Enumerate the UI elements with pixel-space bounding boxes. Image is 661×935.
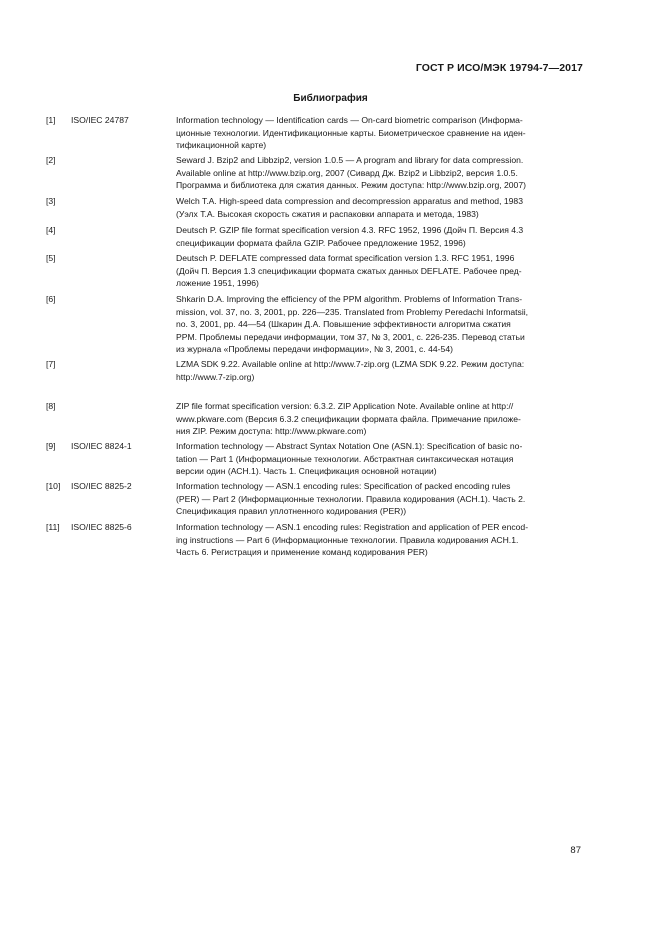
entry-text: Seward J. Bzip2 and Libbzip2, version 1.0.5 — A program and library for data compression. Available online at http://www.bzip.org, 2007 (Сивард Дж. Bzip2 и Libbzip2, версия 1.0.5. Программа и библиотека для сжатия данных. Режим доступа: http://www.bzip.org, 2007) bbox=[176, 155, 526, 190]
entry-number: [6] bbox=[46, 294, 56, 304]
entry-text: LZMA SDK 9.22. Available online at http://www.7-zip.org (LZMA SDK 9.22. Режим доступа: http://www.7-zip.org) bbox=[176, 359, 525, 382]
entry-text: Information technology — Abstract Syntax Notation One (ASN.1): Specification of basic no- tation — Part 1 (Информационные технологии. Абстрактная синтаксическая нотация версии один (АСН.1). Часть 1. Спецификация основной нотации) bbox=[176, 441, 523, 476]
entry-code: ISO/IEC 8824-1 bbox=[71, 441, 132, 451]
entry-number: [1] bbox=[46, 115, 56, 125]
entry-text: Deutsch P. DEFLATE compressed data format specification version 1.3. RFC 1951, 1996 (Дойч П. Версия 1.3 спецификации формата сжатых данных DEFLATE. Рабочее пред- ложение 1951, 1996) bbox=[176, 253, 522, 288]
entry-text: Welch T.A. High-speed data compression and decompression apparatus and method, 1983 (Уэлх Т.А. Высокая скорость сжатия и распаковки аппарата и метода, 1983) bbox=[176, 196, 523, 219]
page-number: 87 bbox=[570, 845, 581, 856]
entry-code: ISO/IEC 24787 bbox=[71, 115, 129, 125]
entry-number: [11] bbox=[46, 522, 60, 532]
entry-text: Shkarin D.A. Improving the efficiency of the PPM algorithm. Problems of Information Trans- mission, vol. 37, no. 3, 2001, pp. 226—235. Translated from Problemy Peredachi Informatsii, no. 3, 2001, pp. 44—54 (Шкарин Д.А. Повышение эффективности алгоритма сжатия PPM. Проблемы передачи информации, том 37, № 3, 2001, с. 226-235. Перевод статьи из журнала «Проблемы передачи информации», № 3, 2001, с. 44-54) bbox=[176, 294, 529, 354]
entry-code: ISO/IEC 8825-6 bbox=[71, 522, 132, 532]
entry-number: [3] bbox=[46, 196, 56, 206]
entry-number: [8] bbox=[46, 401, 56, 411]
standard-header: ГОСТ Р ИСО/МЭК 19794-7—2017 bbox=[415, 62, 583, 74]
entry-text: Deutsch P. GZIP file format specification version 4.3. RFC 1952, 1996 (Дойч П. Версия 4.3 спецификации формата файла GZIP. Рабочее предложение 1952, 1996) bbox=[176, 225, 524, 248]
entry-number: [10] bbox=[46, 481, 61, 491]
entry-text: Information technology — ASN.1 encoding rules: Registration and application of PER encod- ing instructions — Part 6 (Информационные технологии. Правила кодирования АСН.1. Часть 6. Регистрация и применение команд кодирования PER) bbox=[176, 522, 529, 557]
bibliography-title: Библиография bbox=[293, 93, 368, 104]
entry-number: [2] bbox=[46, 155, 56, 165]
entry-number: [7] bbox=[46, 359, 56, 369]
entry-number: [4] bbox=[46, 225, 56, 235]
entry-text: Information technology — Identification cards — On-card biometric comparison (Информа- ционные технологии. Идентификационные карты. Биометрическое сравнение на иден- тификационной карте) bbox=[176, 115, 526, 150]
entry-text: Information technology — ASN.1 encoding rules: Specification of packed encoding rules (PER) — Part 2 (Информационные технологии. Правила кодирования (АСН.1). Часть 2. Спецификация правил уплотненного кодирования (PER)) bbox=[176, 481, 526, 516]
entry-number: [5] bbox=[46, 253, 56, 263]
entry-text: ZIP file format specification version: 6.3.2. ZIP Application Note. Available online at http:// www.pkware.com (Версия 6.3.2 спецификации формата файла. Примечание приложе- ния ZIP. Режим доступа: http://www.pkware.com) bbox=[176, 401, 521, 436]
entry-number: [9] bbox=[46, 441, 56, 451]
entry-code: ISO/IEC 8825-2 bbox=[71, 481, 132, 491]
